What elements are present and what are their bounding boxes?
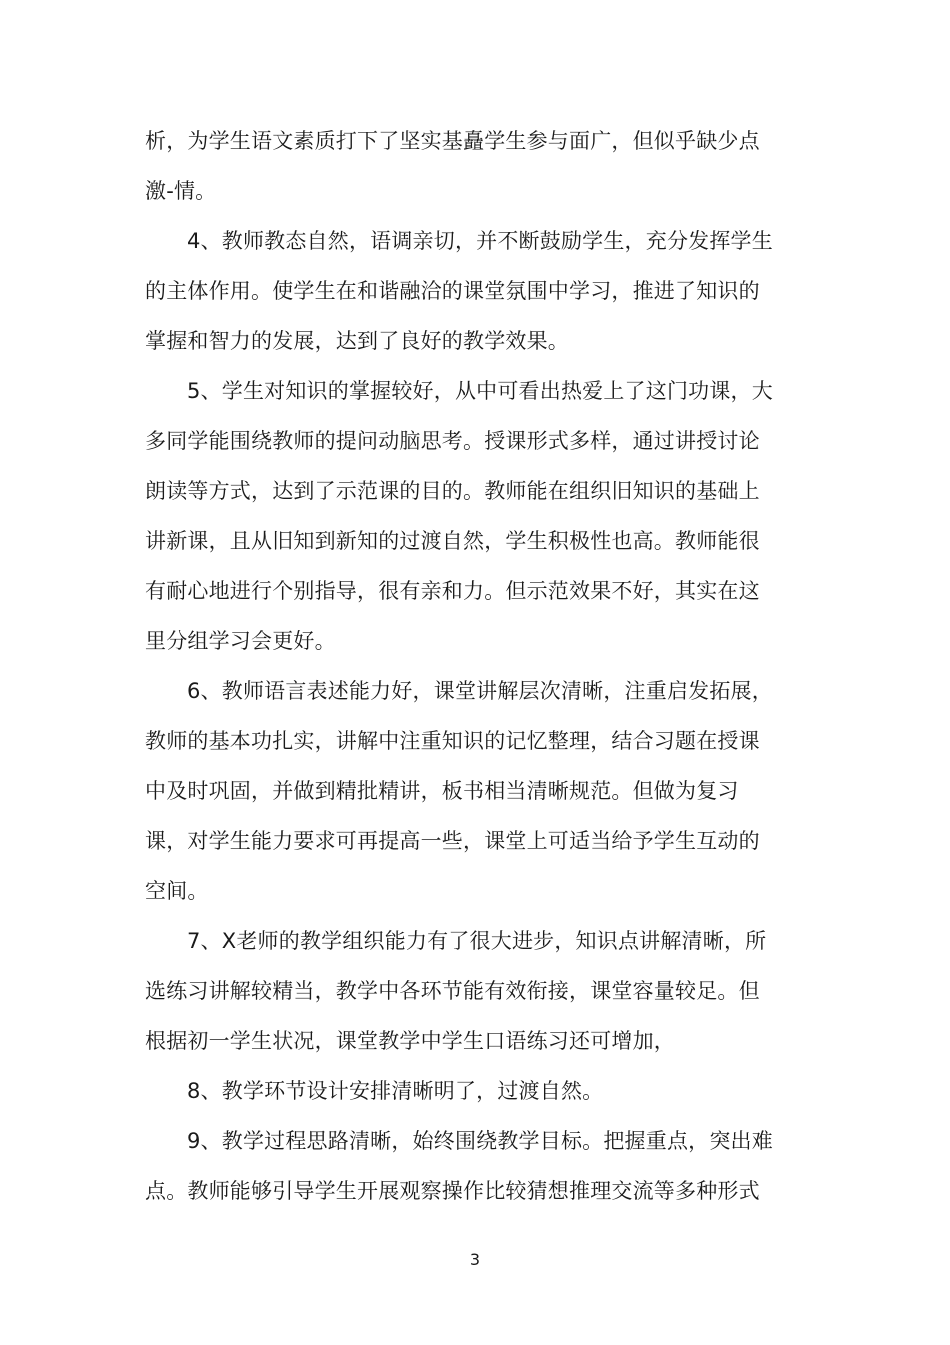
paragraph-6-line-4: 课，对学生能力要求可再提高一些，课堂上可适当给予学生互动的 <box>145 829 760 853</box>
paragraph-6-line-3: 中及时巩固，并做到精批精讲，板书相当清晰规范。但做为复习 <box>145 779 739 803</box>
paragraph-4-line-1: 4、教师教态自然，语调亲切，并不断鼓励学生，充分发挥学生 <box>187 229 773 253</box>
paragraph-5-line-3: 朗读等方式，达到了示范课的目的。教师能在组织旧知识的基础上 <box>145 479 760 503</box>
paragraph-7-line-1: 7、X老师的教学组织能力有了很大进步，知识点讲解清晰，所 <box>187 929 767 953</box>
paragraph-9-line-2: 点。教师能够引导学生开展观察操作比较猜想推理交流等多种形式 <box>145 1179 760 1203</box>
text-line-2: 激-情。 <box>145 179 217 203</box>
paragraph-9-line-1: 9、教学过程思路清晰，始终围绕教学目标。把握重点，突出难 <box>187 1129 773 1153</box>
paragraph-5-line-5: 有耐心地进行个别指导，很有亲和力。但示范效果不好，其实在这 <box>145 579 760 603</box>
paragraph-6-line-5: 空间。 <box>145 879 209 903</box>
text-line-1: 析，为学生语文素质打下了坚实基矗学生参与面广，但似乎缺少点 <box>145 129 760 153</box>
paragraph-6-line-1: 6、教师语言表述能力好，课堂讲解层次清晰，注重启发拓展， <box>187 679 773 703</box>
paragraph-7-line-3: 根据初一学生状况，课堂教学中学生口语练习还可增加， <box>145 1029 675 1053</box>
paragraph-5-line-6: 里分组学习会更好。 <box>145 629 336 653</box>
paragraph-4-line-2: 的主体作用。使学生在和谐融洽的课堂氛围中学习，推进了知识的 <box>145 279 760 303</box>
paragraph-5-line-1: 5、学生对知识的掌握较好，从中可看出热爱上了这门功课，大 <box>187 379 773 403</box>
paragraph-4-line-3: 掌握和智力的发展，达到了良好的教学效果。 <box>145 329 569 353</box>
paragraph-6-line-2: 教师的基本功扎实，讲解中注重知识的记忆整理，结合习题在授课 <box>145 729 760 753</box>
paragraph-5-line-2: 多同学能围绕教师的提问动脑思考。授课形式多样，通过讲授讨论 <box>145 429 760 453</box>
paragraph-5-line-4: 讲新课，且从旧知到新知的过渡自然，学生积极性也高。教师能很 <box>145 529 760 553</box>
paragraph-8-line-1: 8、教学环节设计安排清晰明了，过渡自然。 <box>187 1079 604 1103</box>
page-number: 3 <box>469 1250 481 1269</box>
paragraph-7-line-2: 选练习讲解较精当，教学中各环节能有效衔接，课堂容量较足。但 <box>145 979 760 1003</box>
